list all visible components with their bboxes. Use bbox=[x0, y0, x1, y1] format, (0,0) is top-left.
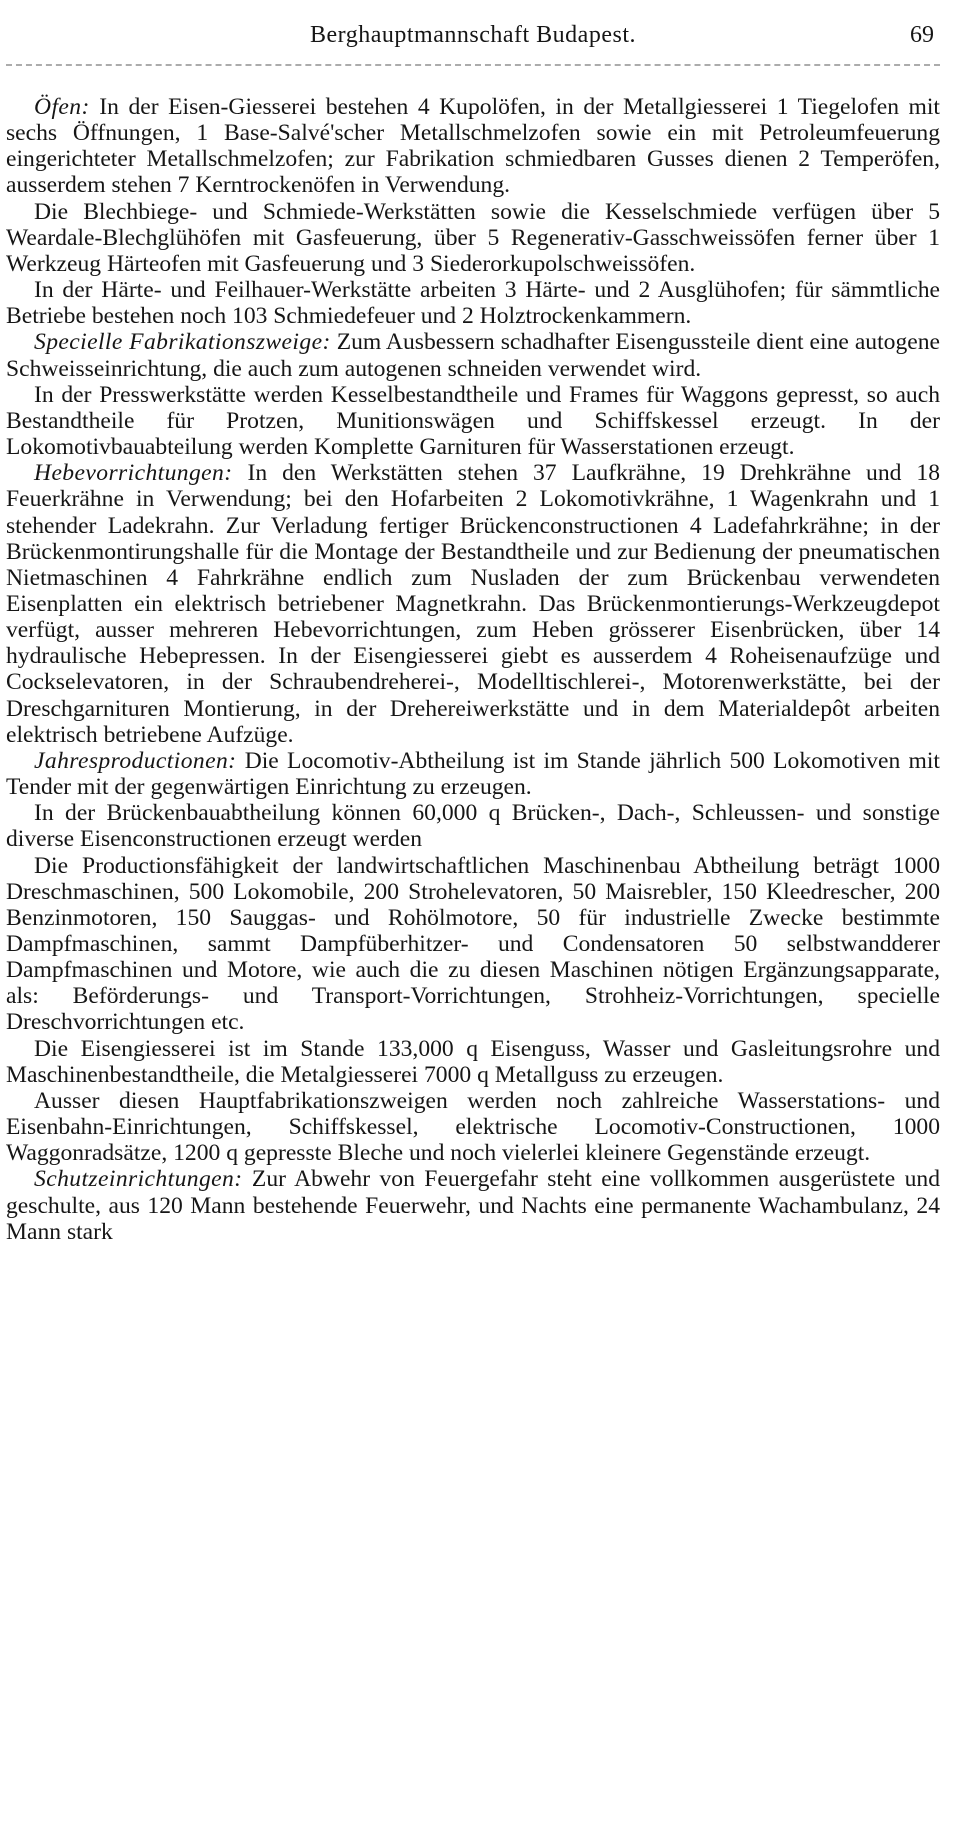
page-number: 69 bbox=[910, 22, 934, 48]
paragraph-hebevorrichtungen bbox=[6, 460, 940, 748]
paragraph-brueckenbau bbox=[6, 800, 940, 852]
paragraph-text: Ausser diesen Hauptfabrikationszweigen werden noch zahlreiche Wasserstations- und Eisenbahn-Einrichtungen, Schiffskessel, elektrische Locomotiv-Constructionen, 1000 Waggonradsätze, 1200 q gepresste Bleche und noch vielerlei kleinere Gegenstände erzeugt. bbox=[6, 1087, 940, 1167]
paragraph-landwirtschaft bbox=[6, 853, 940, 1036]
paragraph-blechbiege bbox=[6, 199, 940, 277]
page-header bbox=[6, 0, 940, 60]
paragraph-text: In der Brückenbauabtheilung können 60,000 q Brücken-, Dach-, Schleussen- und sonstige diverse Eisenconstructionen erzeugt werden bbox=[6, 800, 940, 853]
paragraph-text: Zur Abwehr von Feuergefahr steht eine vollkommen ausgerüstete und geschulte, aus 120 Mann bestehende Feuerwehr, und Nachts eine permanente Wachambulanz, 24 Mann stark bbox=[6, 1166, 940, 1245]
paragraph-schutzeinrichtungen bbox=[6, 1166, 940, 1244]
paragraph-ausser bbox=[6, 1088, 940, 1166]
paragraph-text: Die Productionsfähigkeit der landwirtschaftlichen Maschinenbau Abtheilung beträgt 1000 Dreschmaschinen, 500 Lokomobile, 200 Strohelevatoren, 50 Maisrebler, 150 Kleedrescher, 200 Benzinmotoren, 150 Sauggas- und Rohölmotore, 50 für industrielle Zwecke bestimmte Dampfmaschinen, sammt Dampfüberhitzer- und Condensatoren 50 selbstwandderer Dampfmaschinen und Motore, wie auch die zu diesen Maschinen nötigen Ergänzungsapparate, als: Beförderungs- und Transport-Vorrichtungen, Strohheiz-Vorrichtungen, specielle Dreschvorrichtungen etc. bbox=[6, 852, 940, 1036]
paragraph-text: In der Härte- und Feilhauer-Werkstätte arbeiten 3 Härte- und 2 Ausglühofen; für sämmtliche Betriebe bestehen noch 103 Schmiedefeuer und 2 Holztrockenkammern. bbox=[6, 277, 940, 330]
paragraph-fabrikationszweige bbox=[6, 329, 940, 381]
page-body bbox=[6, 94, 940, 1245]
book-page bbox=[6, 0, 940, 1245]
section-heading-fabrikationszweige: Specielle Fabrikationszweige: bbox=[34, 329, 331, 356]
header-rule bbox=[6, 64, 940, 66]
section-heading-ofen: Öfen: bbox=[34, 94, 90, 120]
running-title: Berghauptmannschaft Budapest. bbox=[310, 22, 636, 48]
section-heading-hebevorrichtungen: Hebevorrichtungen: bbox=[34, 460, 233, 487]
paragraph-text: Die Blechbiege- und Schmiede-Werkstätten sowie die Kesselschmiede verfügen über 5 Weardale-Blechglühöfen mit Gasfeuerung, über 5 Regenerativ-Gasschweissöfen ferner über 1 Werkzeug Härteofen mit Gasfeuerung und 3 Siederorkupolschweissöfen. bbox=[6, 198, 940, 277]
paragraph-eisengiesserei bbox=[6, 1036, 940, 1088]
paragraph-presswerkstaette bbox=[6, 382, 940, 460]
paragraph-text: Die Locomotiv-Abtheilung ist im Stande jährlich 500 Lokomotiven mit Tender mit der gegenwärtigen Einrichtung zu erzeugen. bbox=[6, 747, 940, 801]
paragraph-text: In der Eisen-Giesserei bestehen 4 Kupolöfen, in der Metallgiesserei 1 Tiegelofen mit sechs Öffnungen, 1 Base-Salvé'scher Metallschmelzofen sowie ein mit Petroleumfeuerung eingerichteter Metallschmelzofen; zur Fabrikation schmiedbaren Gusses dienen 2 Temperöfen, ausserdem stehen 7 Kerntrockenöfen in Verwendung. bbox=[6, 94, 940, 199]
paragraph-text: In der Presswerkstätte werden Kesselbestandtheile und Frames für Waggons gepresst, so auch Bestandtheile für Protzen, Munitionswägen und Schiffskessel erzeugt. In der Lokomotivbauabteilung werden Komplette Garnituren für Wasserstationen erzeugt. bbox=[6, 381, 940, 461]
paragraph-ofen bbox=[6, 94, 940, 199]
section-heading-jahresproductionen: Jahresproductionen: bbox=[34, 747, 237, 774]
paragraph-jahresproductionen bbox=[6, 748, 940, 800]
paragraph-text: Zum Ausbessern schadhafter Eisengussteile dient eine autogene Schweisseinrichtung, die auch zum autogenen schneiden verwendet wird. bbox=[6, 329, 940, 382]
paragraph-text: In den Werkstätten stehen 37 Laufkrähne, 19 Drehkrähne und 18 Feuerkrähne in Verwendung; bei den Hofarbeiten 2 Lokomotivkrähne, 1 Wagenkrahn und 1 stehender Ladekrahn. Zur Verladung fertiger Brückenconstructionen 4 Ladefahrkrähne; in der Brückenmontirungshalle für die Montage der Bestandtheile und zur Bedienung der pneumatischen Nietmaschinen 4 Fahrkrähne endlich zum Nusladen der zum Brückenbau verwendeten Eisenplatten ein elektrisch betriebener Magnetkrahn. Das Brückenmontierungs-Werkzeugdepot verfügt, ausser mehreren Hebevorrichtungen, zum Heben grösserer Eisenbrücken, über 14 hydraulische Hebepressen. In der Eisengiesserei giebt es ausserdem 4 Roheisenaufzüge und Cockselevatoren, in der Schraubendreherei-, Modelltischlerei-, Motorenwerkstätte, bei der Dreschgarnituren Montierung, in der Drehereiwerkstätte und in dem Materialdepôt arbeiten elektrisch betriebene Aufzüge. bbox=[6, 460, 940, 748]
paragraph-haerte bbox=[6, 277, 940, 329]
section-heading-schutzeinrichtungen: Schutzeinrichtungen: bbox=[34, 1166, 243, 1193]
paragraph-text: Die Eisengiesserei ist im Stande 133,000 q Eisenguss, Wasser und Gasleitungsrohre und Maschinenbestandtheile, die Metalgiesserei 7000 q Metallguss zu erzeugen. bbox=[6, 1035, 940, 1088]
